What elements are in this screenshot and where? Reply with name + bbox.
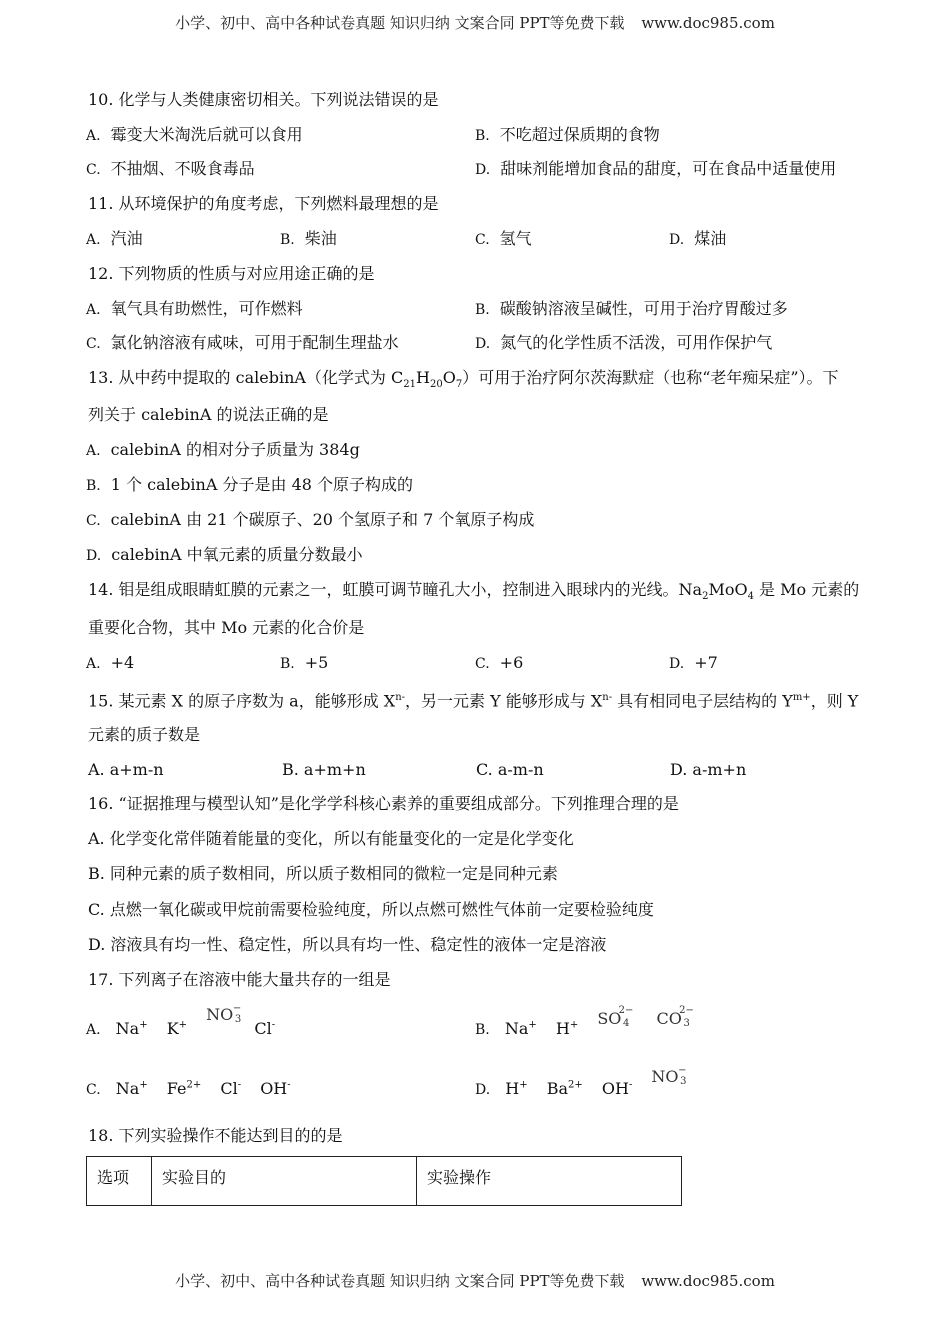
table-header-cell: 实验操作 — [417, 1157, 682, 1206]
ion-symbol: H — [555, 1019, 570, 1039]
q10-option-a — [86, 125, 303, 146]
q10-option-c — [86, 159, 255, 180]
ion-charge: + — [139, 1020, 148, 1031]
option-text: +6 — [499, 653, 524, 672]
q17-option-d — [475, 1065, 695, 1100]
ion-symbol: Fe — [166, 1079, 187, 1099]
table-header-row — [87, 1157, 682, 1206]
ion — [260, 1079, 290, 1098]
page-header — [0, 12, 950, 33]
ion-charge: + — [139, 1080, 148, 1091]
ion — [505, 1019, 537, 1038]
q16-option-a: A. 化学变化常伴随着能量的变化，所以有能量变化的一定是化学变化 — [88, 829, 574, 848]
option-label: A. — [86, 128, 101, 144]
option-label: C. — [86, 162, 101, 178]
footer-text: 小学、初中、高中各种试卷真题 知识归纳 文案合同 PPT等免费下载 — [175, 1272, 625, 1290]
q14-option-b — [280, 653, 328, 674]
stem-text: O — [442, 368, 456, 387]
option-label: A. — [86, 232, 101, 248]
superscript: n- — [395, 692, 406, 703]
option-text: calebinA 的相对分子质量为 384g — [110, 440, 360, 459]
subscript: 7 — [455, 379, 463, 391]
ion-symbol: OH — [260, 1079, 288, 1099]
ion-charge: - — [628, 1080, 633, 1091]
stem-text: 具有相同电子层结构的 Y — [612, 691, 793, 711]
q12-stem: 12. 下列物质的性质与对应用途正确的是 — [88, 264, 375, 283]
ion-symbol: Na — [115, 1019, 140, 1039]
q17-option-b — [475, 1005, 698, 1040]
q12-option-d — [475, 333, 772, 354]
ion-symbol: H — [505, 1079, 520, 1099]
ion-charge: - — [237, 1080, 242, 1091]
q17-option-a — [86, 1003, 289, 1040]
stem-text: H — [416, 368, 430, 387]
q12-option-b — [475, 299, 788, 320]
option-text: 1 个 calebinA 分子是由 48 个原子构成的 — [110, 475, 414, 494]
stem-text: ）可用于治疗阿尔茨海默症（也称“老年痴呆症”）。下 — [462, 368, 839, 387]
q11-option-a — [86, 229, 143, 250]
q11-option-c — [475, 229, 532, 250]
ion-symbol: NO — [206, 1005, 234, 1025]
q17-stem: 17. 下列离子在溶液中能大量共存的一组是 — [88, 970, 391, 989]
option-label: D. — [669, 232, 685, 248]
q10-stem: 10. 化学与人类健康密切相关。下列说法错误的是 — [88, 90, 439, 109]
option-text: 碳酸钠溶液呈碱性，可用于治疗胃酸过多 — [499, 299, 788, 318]
q16-option-b: B. 同种元素的质子数相同，所以质子数相同的微粒一定是同种元素 — [88, 864, 558, 883]
ion-charge: - — [287, 1080, 291, 1091]
ion-charge: 2− — [679, 1005, 694, 1017]
subscript: 4 — [747, 591, 754, 603]
option-label: C. — [475, 232, 490, 248]
ion-charge: 2− — [618, 1005, 634, 1017]
ion-subscript: 3 — [683, 1018, 690, 1030]
ion — [547, 1079, 583, 1098]
q13-option-c — [86, 510, 534, 531]
ion-symbol: Na — [115, 1079, 140, 1099]
ion-symbol: NO — [651, 1067, 679, 1087]
q15-stem-line2: 元素的质子数是 — [88, 725, 201, 744]
nitrate-ion — [651, 1065, 687, 1088]
option-label: C. — [86, 336, 101, 352]
option-label: B. — [475, 128, 490, 144]
option-label: A. — [86, 443, 101, 459]
option-text: 氢气 — [499, 229, 532, 248]
stem-text: MoO — [708, 580, 748, 599]
option-label: D. — [669, 656, 685, 672]
q15-option-d: D. a-m+n — [670, 760, 747, 779]
stem-text: ，另一元素 Y 能够形成与 X — [405, 691, 603, 711]
ion-symbol: Cl — [220, 1079, 238, 1099]
ion-charge: + — [528, 1020, 537, 1031]
superscript: n- — [602, 692, 613, 703]
page-footer — [0, 1270, 950, 1291]
option-label: B. — [280, 656, 295, 672]
ion-symbol: K — [166, 1019, 179, 1039]
ion-charge: − — [678, 1065, 687, 1077]
option-label: A. — [86, 1022, 101, 1039]
option-text: 不吃超过保质期的食物 — [499, 125, 660, 144]
q15-option-b: B. a+m+n — [282, 760, 366, 779]
option-label: D. — [86, 548, 102, 564]
sulfate-ion — [597, 1005, 634, 1030]
ion — [220, 1079, 241, 1098]
option-text: 汽油 — [110, 229, 143, 248]
q14-stem-line2: 重要化合物，其中 Mo 元素的化合价是 — [88, 618, 365, 637]
option-text: 柴油 — [304, 229, 337, 248]
q13-option-b — [86, 475, 413, 496]
q14-option-c — [475, 653, 523, 674]
carbonate-ion — [656, 1005, 694, 1030]
q14-option-d — [669, 653, 718, 674]
option-label: D. — [475, 1082, 491, 1099]
stem-text: 14. 钼是组成眼睛虹膜的元素之一，虹膜可调节瞳孔大小，控制进入眼球内的光线。Na — [88, 580, 703, 599]
superscript: m+ — [792, 692, 811, 703]
option-label: B. — [86, 478, 101, 494]
q11-option-b — [280, 229, 337, 250]
ion-subscript: 3 — [680, 1076, 687, 1088]
header-url[interactable]: www.doc985.com — [641, 14, 775, 32]
q15-stem — [88, 688, 858, 711]
table-header-cell: 选项 — [87, 1157, 152, 1206]
q17-option-c — [86, 1076, 305, 1100]
stem-text: 13. 从中药中提取的 calebinA（化学式为 C — [88, 368, 404, 387]
q13-stem — [88, 368, 839, 395]
option-text: 霉变大米淘洗后就可以食用 — [110, 125, 303, 144]
q15-option-c: C. a-m-n — [476, 760, 544, 779]
option-text: 氯化钠溶液有咸味，可用于配制生理盐水 — [110, 333, 399, 352]
option-label: D. — [475, 336, 491, 352]
option-text: 煤油 — [694, 229, 727, 248]
q16-stem: 16. “证据推理与模型认知”是化学学科核心素养的重要组成部分。下列推理合理的是 — [88, 794, 679, 813]
ion — [167, 1079, 201, 1098]
option-text: calebinA 中氧元素的质量分数最小 — [111, 545, 363, 564]
option-text: +4 — [110, 653, 135, 672]
ion-charge: 2+ — [568, 1080, 583, 1091]
ion — [556, 1019, 578, 1038]
option-label: C. — [86, 513, 101, 529]
q14-stem — [88, 580, 859, 607]
q13-option-d — [86, 545, 363, 566]
experiment-table — [86, 1156, 682, 1206]
subscript: 2 — [702, 591, 709, 603]
q10-option-b — [475, 125, 660, 146]
option-text: 甜味剂能增加食品的甜度，可在食品中适量使用 — [500, 159, 837, 178]
ion-subscript: 3 — [234, 1014, 242, 1026]
option-text: calebinA 由 21 个碳原子、20 个氢原子和 7 个氧原子构成 — [110, 510, 535, 529]
nitrate-ion — [206, 1003, 242, 1026]
q16-option-d: D. 溶液具有均一性、稳定性，所以具有均一性、稳定性的液体一定是溶液 — [88, 935, 607, 954]
option-label: C. — [86, 1082, 101, 1099]
q18-stem: 18. 下列实验操作不能达到目的的是 — [88, 1126, 343, 1145]
ion-symbol: SO — [597, 1009, 622, 1029]
q16-option-c: C. 点燃一氧化碳或甲烷前需要检验纯度，所以点燃可燃性气体前一定要检验纯度 — [88, 900, 654, 919]
ion-charge: + — [569, 1020, 579, 1031]
q10-option-d — [475, 159, 836, 180]
q12-option-c — [86, 333, 399, 354]
table-header-cell: 实验目的 — [152, 1157, 417, 1206]
q15-option-a: A. a+m-n — [88, 760, 164, 779]
option-text: +5 — [304, 653, 329, 672]
option-label: B. — [280, 232, 295, 248]
ion — [602, 1079, 632, 1098]
ion-symbol: Na — [504, 1019, 529, 1039]
header-text: 小学、初中、高中各种试卷真题 知识归纳 文案合同 PPT等免费下载 — [175, 14, 625, 32]
option-label: C. — [475, 656, 490, 672]
ion — [116, 1019, 148, 1038]
option-label: A. — [86, 302, 101, 318]
ion-charge: + — [178, 1020, 188, 1031]
ion — [116, 1079, 148, 1098]
q14-option-a — [86, 653, 134, 674]
ion-symbol: CO — [656, 1009, 682, 1029]
option-label: B. — [475, 1022, 490, 1039]
option-text: 氧气具有助燃性，可作燃料 — [110, 299, 303, 318]
q11-stem: 11. 从环境保护的角度考虑，下列燃料最理想的是 — [88, 194, 439, 213]
ion-subscript: 4 — [623, 1018, 630, 1030]
subscript: 20 — [429, 379, 443, 391]
option-text: 氮气的化学性质不活泼，可用作保护气 — [500, 333, 773, 352]
ion — [167, 1019, 187, 1038]
ion-charge: 2+ — [186, 1080, 202, 1091]
ion-symbol: Cl — [254, 1019, 272, 1039]
ion-charge: − — [232, 1003, 242, 1015]
option-text: +7 — [694, 653, 718, 672]
option-label: B. — [475, 302, 490, 318]
q13-option-a — [86, 440, 360, 461]
stem-text: 是 Mo 元素的 — [753, 580, 860, 599]
option-label: D. — [475, 162, 491, 178]
ion-symbol: OH — [601, 1079, 629, 1099]
q11-option-d — [669, 229, 726, 250]
subscript: 21 — [403, 379, 416, 391]
ion-charge: + — [519, 1080, 528, 1091]
ion-charge: - — [271, 1020, 276, 1031]
stem-text: ，则 Y — [810, 691, 859, 711]
ion — [254, 1019, 275, 1038]
option-label: A. — [86, 656, 101, 672]
ion — [505, 1079, 527, 1098]
q12-option-a — [86, 299, 303, 320]
q13-stem-line2: 列关于 calebinA 的说法正确的是 — [88, 405, 329, 424]
stem-text: 15. 某元素 X 的原子序数为 a，能够形成 X — [88, 691, 396, 711]
option-text: 不抽烟、不吸食毒品 — [110, 159, 255, 178]
ion-symbol: Ba — [546, 1079, 569, 1099]
footer-url[interactable]: www.doc985.com — [641, 1272, 775, 1290]
